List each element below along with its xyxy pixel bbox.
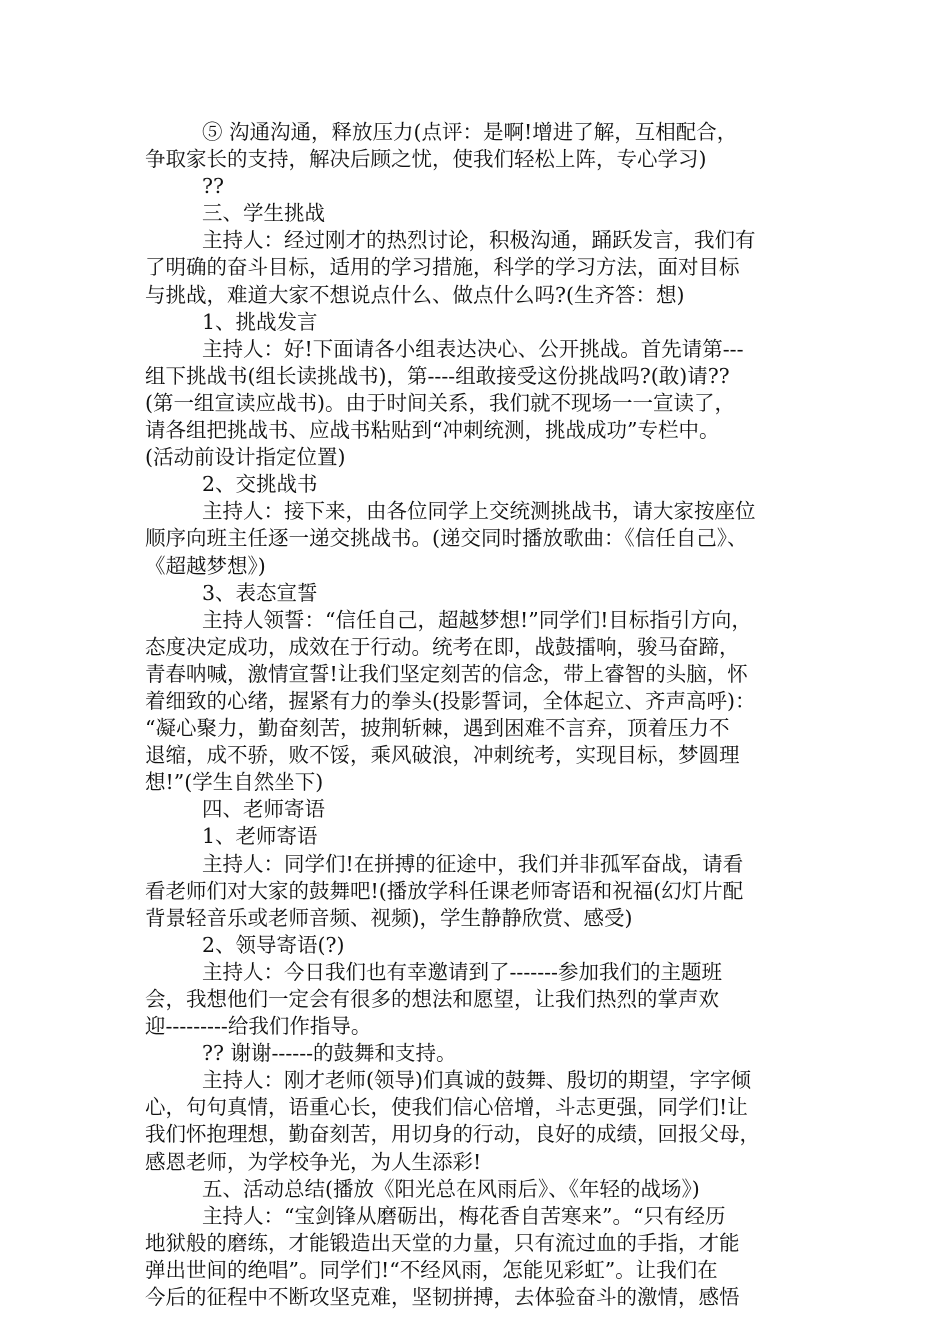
text-line: ??: [202, 174, 224, 199]
text-line: 感恩老师，为学校争光，为人生添彩!: [145, 1149, 482, 1174]
text-line: 想!”(学生自然坐下): [145, 770, 324, 795]
text-line: 1、挑战发言: [202, 309, 318, 334]
text-line: 四、老师寄语: [202, 797, 325, 822]
text-line: 《超越梦想》): [145, 553, 266, 578]
text-line: 主持人：经过刚才的热烈讨论，积极沟通，踊跃发言，我们有: [202, 228, 756, 253]
text-line: ?? 谢谢------的鼓舞和支持。: [202, 1041, 457, 1066]
text-line: 退缩，成不骄，败不馁，乘风破浪，冲刺统考，实现目标，梦圆理: [145, 743, 740, 768]
text-line: 看老师们对大家的鼓舞吧!(播放学科任课老师寄语和祝福(幻灯片配: [145, 878, 744, 903]
text-line: (第一组宣读应战书)。由于时间关系，我们就不现场一一宣读了，: [145, 390, 735, 415]
text-line: 今后的征程中不断攻坚克难，坚韧拼搏，去体验奋斗的激情，感悟: [145, 1285, 740, 1310]
text-line: 我们怀抱理想，勤奋刻苦，用切身的行动，良好的成绩，回报父母，: [145, 1122, 760, 1147]
text-line: 请各组把挑战书、应战书粘贴到“冲刺统测，挑战成功”专栏中。: [145, 418, 720, 443]
text-line: 主持人：“宝剑锋从磨砺出，梅花香自苦寒来”。“只有经历: [202, 1203, 726, 1228]
text-line: ⑤ 沟通沟通，释放压力(点评：是啊!增进了解，互相配合，: [202, 120, 738, 144]
text-line: 2、领导寄语(?): [202, 932, 345, 957]
text-line: 1、老师寄语: [202, 824, 318, 849]
text-line: (活动前设计指定位置): [145, 445, 346, 470]
text-line: 心，句句真情，语重心长，使我们信心倍增，斗志更强，同学们!让: [145, 1095, 748, 1120]
document-body: [145, 119, 810, 1311]
text-line: 2、交挑战书: [202, 472, 318, 497]
text-line: 主持人：接下来，由各位同学上交统测挑战书，请大家按座位: [202, 499, 756, 524]
text-line: 主持人：同学们!在拼搏的征途中，我们并非孤军奋战，请看: [202, 851, 744, 876]
text-line: 地狱般的磨练，才能锻造出天堂的力量，只有流过血的手指，才能: [145, 1230, 740, 1255]
text-line: 背景轻音乐或老师音频、视频)，学生静静欣赏、感受): [145, 905, 633, 930]
text-line: 3、表态宣誓: [202, 580, 318, 605]
text-line: “凝心聚力，勤奋刻苦，披荆斩棘，遇到困难不言弃，顶着压力不: [145, 716, 730, 741]
text-line: 与挑战，难道大家不想说点什么、做点什么吗?(生齐答：想): [145, 282, 685, 307]
text-line: 主持人：今日我们也有幸邀请到了-------参加我们的主题班: [202, 959, 722, 984]
text-line: 三、学生挑战: [202, 201, 325, 226]
text-line: 主持人：刚才老师(领导)们真诚的鼓舞、殷切的期望，字字倾: [202, 1068, 751, 1093]
text-line: 组下挑战书(组长读挑战书)，第----组敢接受这份挑战吗?(敢)请??: [145, 363, 730, 388]
text-line: 五、活动总结(播放《阳光总在风雨后》、《年轻的战场》): [202, 1176, 700, 1201]
text-line: 弹出世间的绝唱”。同学们!“不经风雨，怎能见彩虹”。让我们在: [145, 1257, 718, 1282]
text-line: 顺序向班主任逐一递交挑战书。(递交同时播放歌曲：《信任自己》、: [145, 526, 748, 551]
text-line: 青春呐喊，激情宣誓!让我们坚定刻苦的信念，带上睿智的头脑，怀: [145, 661, 748, 686]
text-line: 了明确的奋斗目标，适用的学习措施，科学的学习方法，面对目标: [145, 255, 740, 280]
text-line: 争取家长的支持，解决后顾之忧，使我们轻松上阵，专心学习): [145, 147, 707, 172]
text-line: 主持人：好!下面请各小组表达决心、公开挑战。首先请第---: [202, 336, 744, 361]
text-line: 态度决定成功，成效在于行动。统考在即，战鼓擂响，骏马奋蹄，: [145, 634, 740, 659]
text-line: 会，我想他们一定会有很多的想法和愿望，让我们热烈的掌声欢: [145, 987, 719, 1011]
text-line: 迎---------给我们作指导。: [145, 1014, 372, 1039]
text-line: 着细致的心绪，握紧有力的拳头(投影誓词，全体起立、齐声高呼)：: [145, 688, 756, 713]
text-line: 主持人领誓：“信任自己，超越梦想!”同学们!目标指引方向，: [202, 607, 752, 632]
